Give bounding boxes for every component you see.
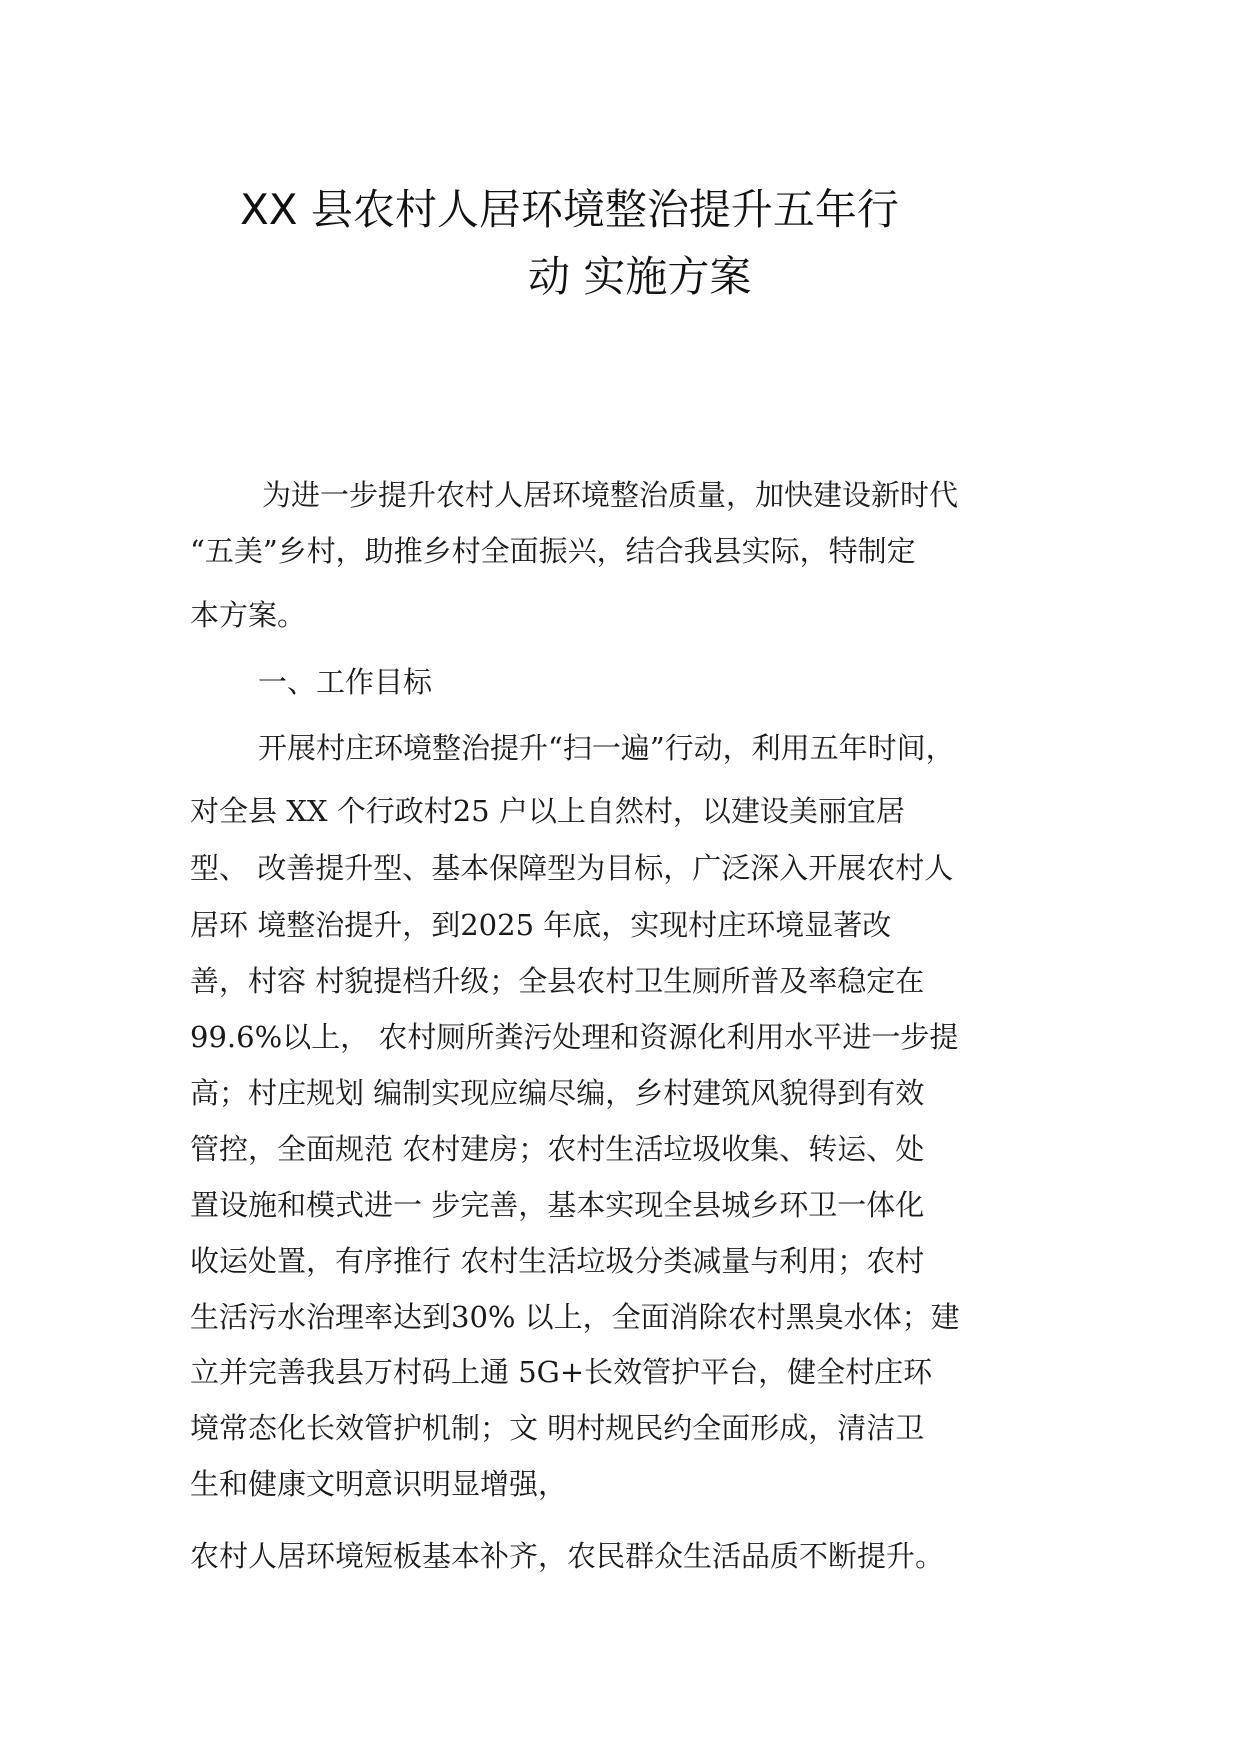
section-heading-goals: 一、工作目标 bbox=[258, 665, 433, 699]
body-line-19: 农村人居环境短板基本补齐，农民群众生活品质不断提升。 bbox=[190, 1539, 945, 1573]
body-line-2: “五美”乡村，助推乡村全面振兴，结合我县实际，特制定 bbox=[190, 534, 916, 568]
body-line-3: 本方案。 bbox=[190, 598, 307, 632]
body-line-10: 99.6%以上， 农村厕所粪污处理和资源化利用水平进一步提 bbox=[190, 1020, 959, 1054]
body-line-18: 生和健康文明意识明显增强， bbox=[190, 1467, 568, 1501]
body-line-13: 置设施和模式进一 步完善，基本实现全县城乡环卫一体化 bbox=[190, 1188, 925, 1222]
body-line-9: 善，村容 村貌提档升级；全县农村卫生厕所普及率稳定在 bbox=[190, 964, 925, 998]
body-line-17: 境常态化长效管护机制；文 明村规民约全面形成，清洁卫 bbox=[190, 1411, 925, 1445]
body-line-12: 管控，全面规范 农村建房；农村生活垃圾收集、转运、处 bbox=[190, 1132, 925, 1166]
body-line-1: 为进一步提升农村人居环境整治质量，加快建设新时代 bbox=[262, 478, 959, 512]
body-line-6: 对全县 XX 个行政村25 户以上自然村，以建设美丽宜居 bbox=[190, 794, 905, 828]
body-line-8: 居环 境整治提升，到2025 年底，实现村庄环境显著改 bbox=[190, 908, 892, 942]
body-line-14: 收运处置，有序推行 农村生活垃圾分类减量与利用；农村 bbox=[190, 1244, 925, 1278]
body-line-15: 生活污水治理率达到30% 以上，全面消除农村黑臭水体；建 bbox=[190, 1300, 960, 1334]
document-title-line-1: XX 县农村人居环境整治提升五年行 bbox=[240, 185, 899, 234]
body-line-7: 型、 改善提升型、基本保障型为目标，广泛深入开展农村人 bbox=[190, 851, 954, 885]
body-line-16: 立并完善我县万村码上通 5G+长效管护平台，健全村庄环 bbox=[190, 1355, 933, 1389]
document-title-line-2: 动 实施方案 bbox=[528, 252, 752, 301]
body-line-11: 高；村庄规划 编制实现应编尽编，乡村建筑风貌得到有效 bbox=[190, 1076, 925, 1110]
body-line-5: 开展村庄环境整治提升“扫一遍”行动，利用五年时间， bbox=[258, 731, 955, 765]
